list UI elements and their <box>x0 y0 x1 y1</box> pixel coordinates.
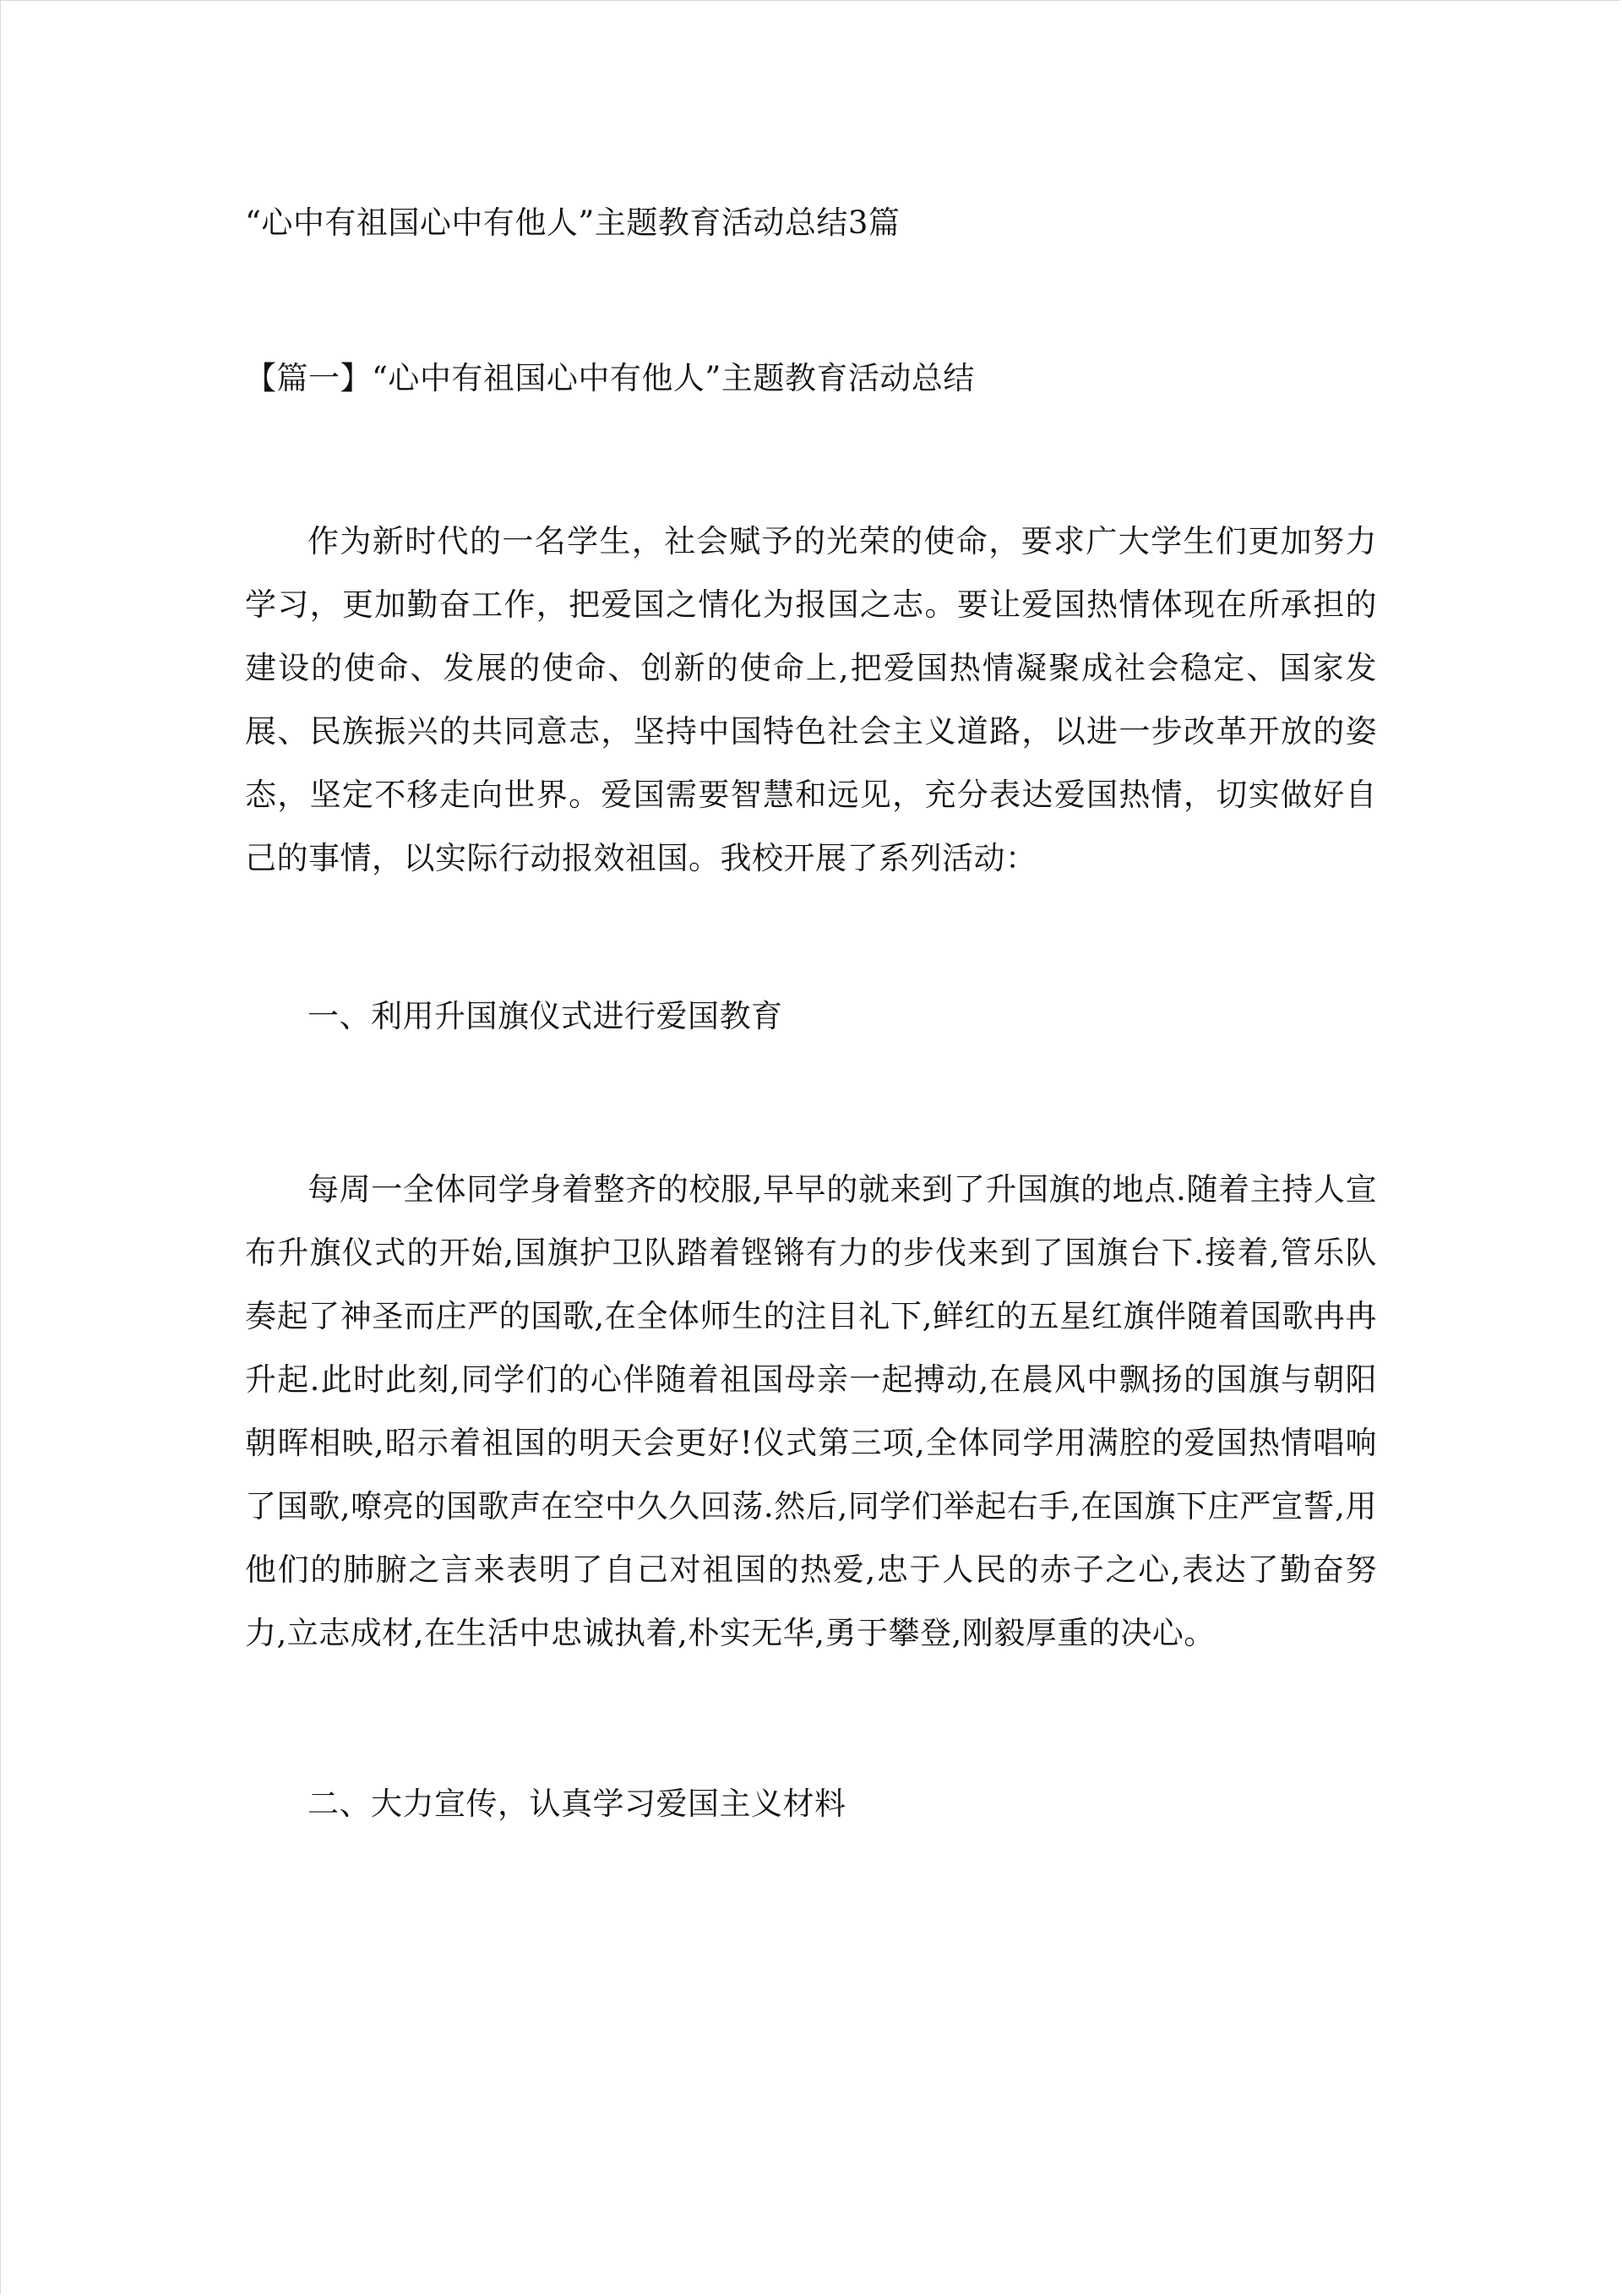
document-body <box>245 191 1377 1835</box>
section-one-heading: 一、利用升国旗仪式进行爱国教育 <box>308 998 783 1034</box>
part-one-title: 【篇一】“心中有祖国心中有他人”主题教育活动总结 <box>245 359 975 396</box>
intro-paragraph: 作为新时代的一名学生，社会赋予的光荣的使命，要求广大学生们更加努力学习，更加勤奋工作，把爱国之情化为报国之志。要让爱国热情体现在所承担的建设的使命、发展的使命、创新的使命上,把爱国热情凝聚成社会稳定、国家发展、民族振兴的共同意志，坚持中国特色社会主义道路，以进一步改革开放的姿态，坚定不移走向世界。爱国需要智慧和远见，充分表达爱国热情，切实做好自己的事情，以实际行动报效祖国。我校开展了系列活动： <box>245 523 1377 876</box>
section-one-paragraph: 每周一全体同学身着整齐的校服,早早的就来到了升国旗的地点.随着主持人宣布升旗仪式的开始,国旗护卫队踏着铿锵有力的步伐来到了国旗台下.接着,管乐队奏起了神圣而庄严的国歌,在全体师生的注目礼下,鲜红的五星红旗伴随着国歌冉冉升起.此时此刻,同学们的心伴随着祖国母亲一起搏动,在晨风中飘扬的国旗与朝阳朝晖相映,昭示着祖国的明天会更好!仪式第三项,全体同学用满腔的爱国热情唱响了国歌,嘹亮的国歌声在空中久久回荡.然后,同学们举起右手,在国旗下庄严宣誓,用他们的肺腑之言来表明了自己对祖国的热爱,忠于人民的赤子之心,表达了勤奋努力,立志成材,在生活中忠诚执着,朴实无华,勇于攀登,刚毅厚重的决心。 <box>245 1171 1377 1651</box>
document-title: “心中有祖国心中有他人”主题教育活动总结3篇 <box>245 205 901 241</box>
section-two-heading: 二、大力宣传，认真学习爱国主义材料 <box>308 1786 846 1822</box>
